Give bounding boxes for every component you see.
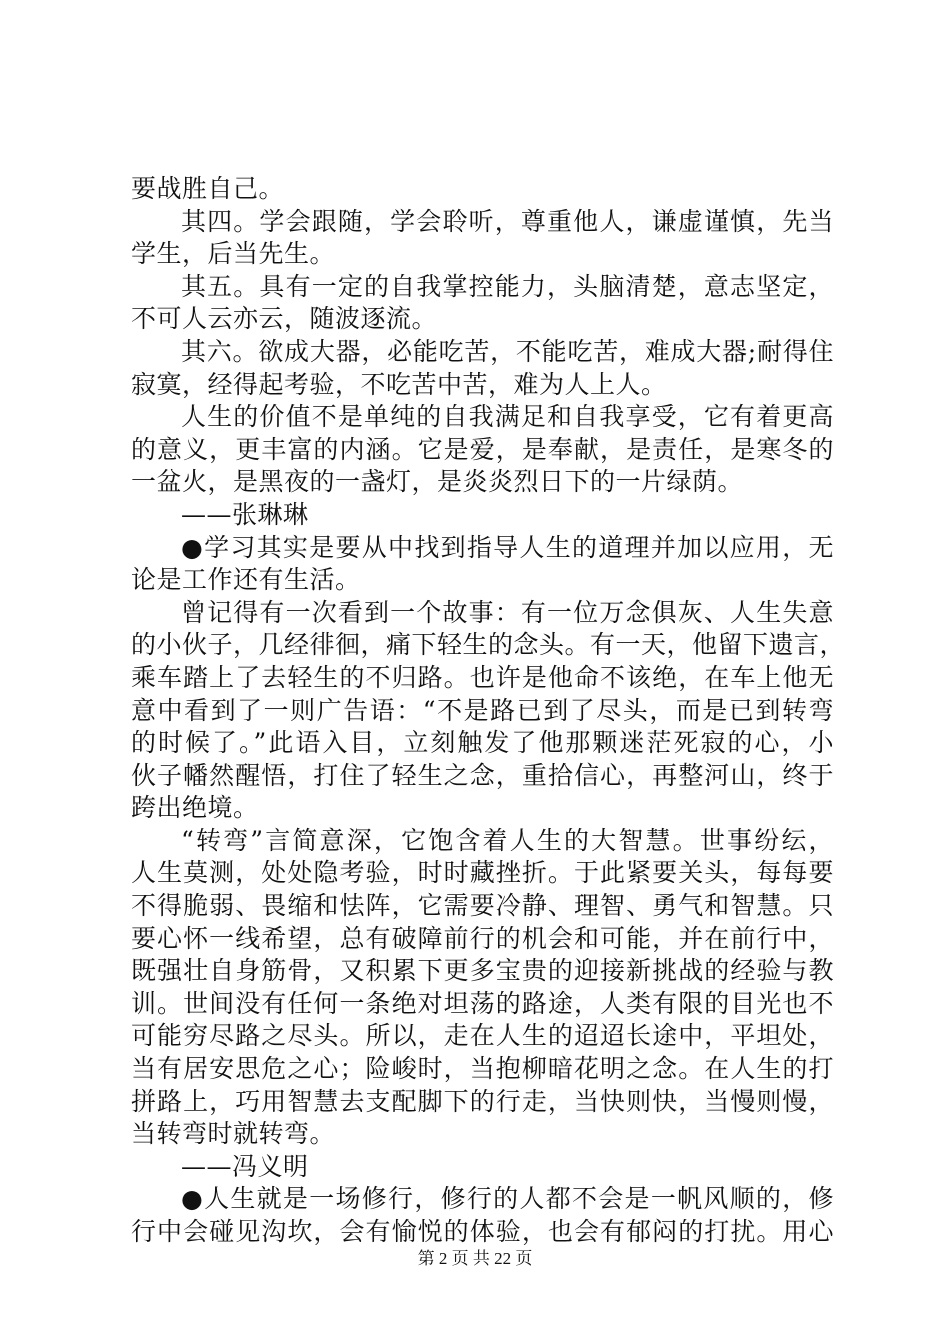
text-line: 人生莫测，处处隐考验，时时藏挫折。于此紧要关头，每每要: [131, 858, 834, 888]
text-line: ●人生就是一场修行，修行的人都不会是一帆风顺的，修: [181, 1184, 834, 1214]
text-line: 乘车踏上了去轻生的不归路。也许是他命不该绝，在车上他无: [131, 662, 834, 692]
text-line: 学生，后当先生。: [131, 239, 336, 269]
text-line: 的意义，更丰富的内涵。它是爱，是奉献，是责任，是寒冬的: [131, 434, 834, 464]
text-line: 拼路上，巧用智慧去支配脚下的行走，当快则快，当慢则慢，: [131, 1086, 834, 1116]
text-line: 既强壮自身筋骨，又积累下更多宝贵的迎接新挑战的经验与教: [131, 956, 834, 986]
text-line: 跨出绝境。: [131, 793, 259, 823]
text-line: 行中会碰见沟坎，会有愉悦的体验，也会有郁闷的打扰。用心: [131, 1217, 834, 1246]
text-line: 训。世间没有任何一条绝对坦荡的路途，人类有限的目光也不: [131, 988, 834, 1018]
text-line: 其五。具有一定的自我掌控能力，头脑清楚，意志坚定，: [181, 271, 834, 301]
text-line: 要战胜自己。: [131, 174, 285, 203]
text-line: 可能穷尽路之尽头。所以，走在人生的迢迢长途中，平坦处，: [131, 1021, 834, 1051]
author-signature: ——张琳琳: [181, 499, 309, 529]
document-body: [131, 173, 846, 1249]
text-line: 伙子幡然醒悟，打住了轻生之念，重拾信心，再整河山，终于: [131, 760, 834, 790]
text-line: ●学习其实是要从中找到指导人生的道理并加以应用，无: [181, 532, 834, 562]
page-number-footer: 第 2 页 共 22 页: [417, 1249, 533, 1268]
text-line: 要心怀一线希望，总有破障前行的机会和可能，并在前行中，: [131, 923, 834, 953]
text-line: 论是工作还有生活。: [131, 565, 361, 595]
text-line: 当转弯时就转弯。: [131, 1119, 336, 1149]
text-line: 曾记得有一次看到一个故事：有一位万念俱灰、人生失意: [181, 597, 834, 627]
text-line: 的时候了。”此语入目，立刻触发了他那颗迷茫死寂的心，小: [131, 728, 834, 758]
text-line: 不可人云亦云，随波逐流。: [131, 304, 438, 334]
author-signature: ——冯义明: [181, 1151, 309, 1181]
text-line: 其六。欲成大器，必能吃苦，不能吃苦，难成大器;耐得住: [181, 336, 834, 366]
text-line: 寂寞，经得起考验，不吃苦中苦，难为人上人。: [131, 369, 667, 399]
text-line: 当有居安思危之心；险峻时，当抱柳暗花明之念。在人生的打: [131, 1054, 834, 1084]
text-line: 其四。学会跟随，学会聆听，尊重他人，谦虚谨慎，先当: [181, 206, 834, 236]
text-line: 的小伙子，几经徘徊，痛下轻生的念头。有一天，他留下遗言，: [131, 630, 846, 660]
text-line: 一盆火，是黑夜的一盏灯，是炎炎烈日下的一片绿荫。: [131, 467, 744, 497]
text-line: “转弯”言简意深，它饱含着人生的大智慧。世事纷纭，: [181, 825, 834, 855]
text-line: 不得脆弱、畏缩和怯阵，它需要冷静、理智、勇气和智慧。只: [131, 891, 834, 921]
text-line: 意中看到了一则广告语：“不是路已到了尽头，而是已到转弯: [131, 695, 834, 725]
text-line: 人生的价值不是单纯的自我满足和自我享受，它有着更高: [181, 402, 834, 432]
